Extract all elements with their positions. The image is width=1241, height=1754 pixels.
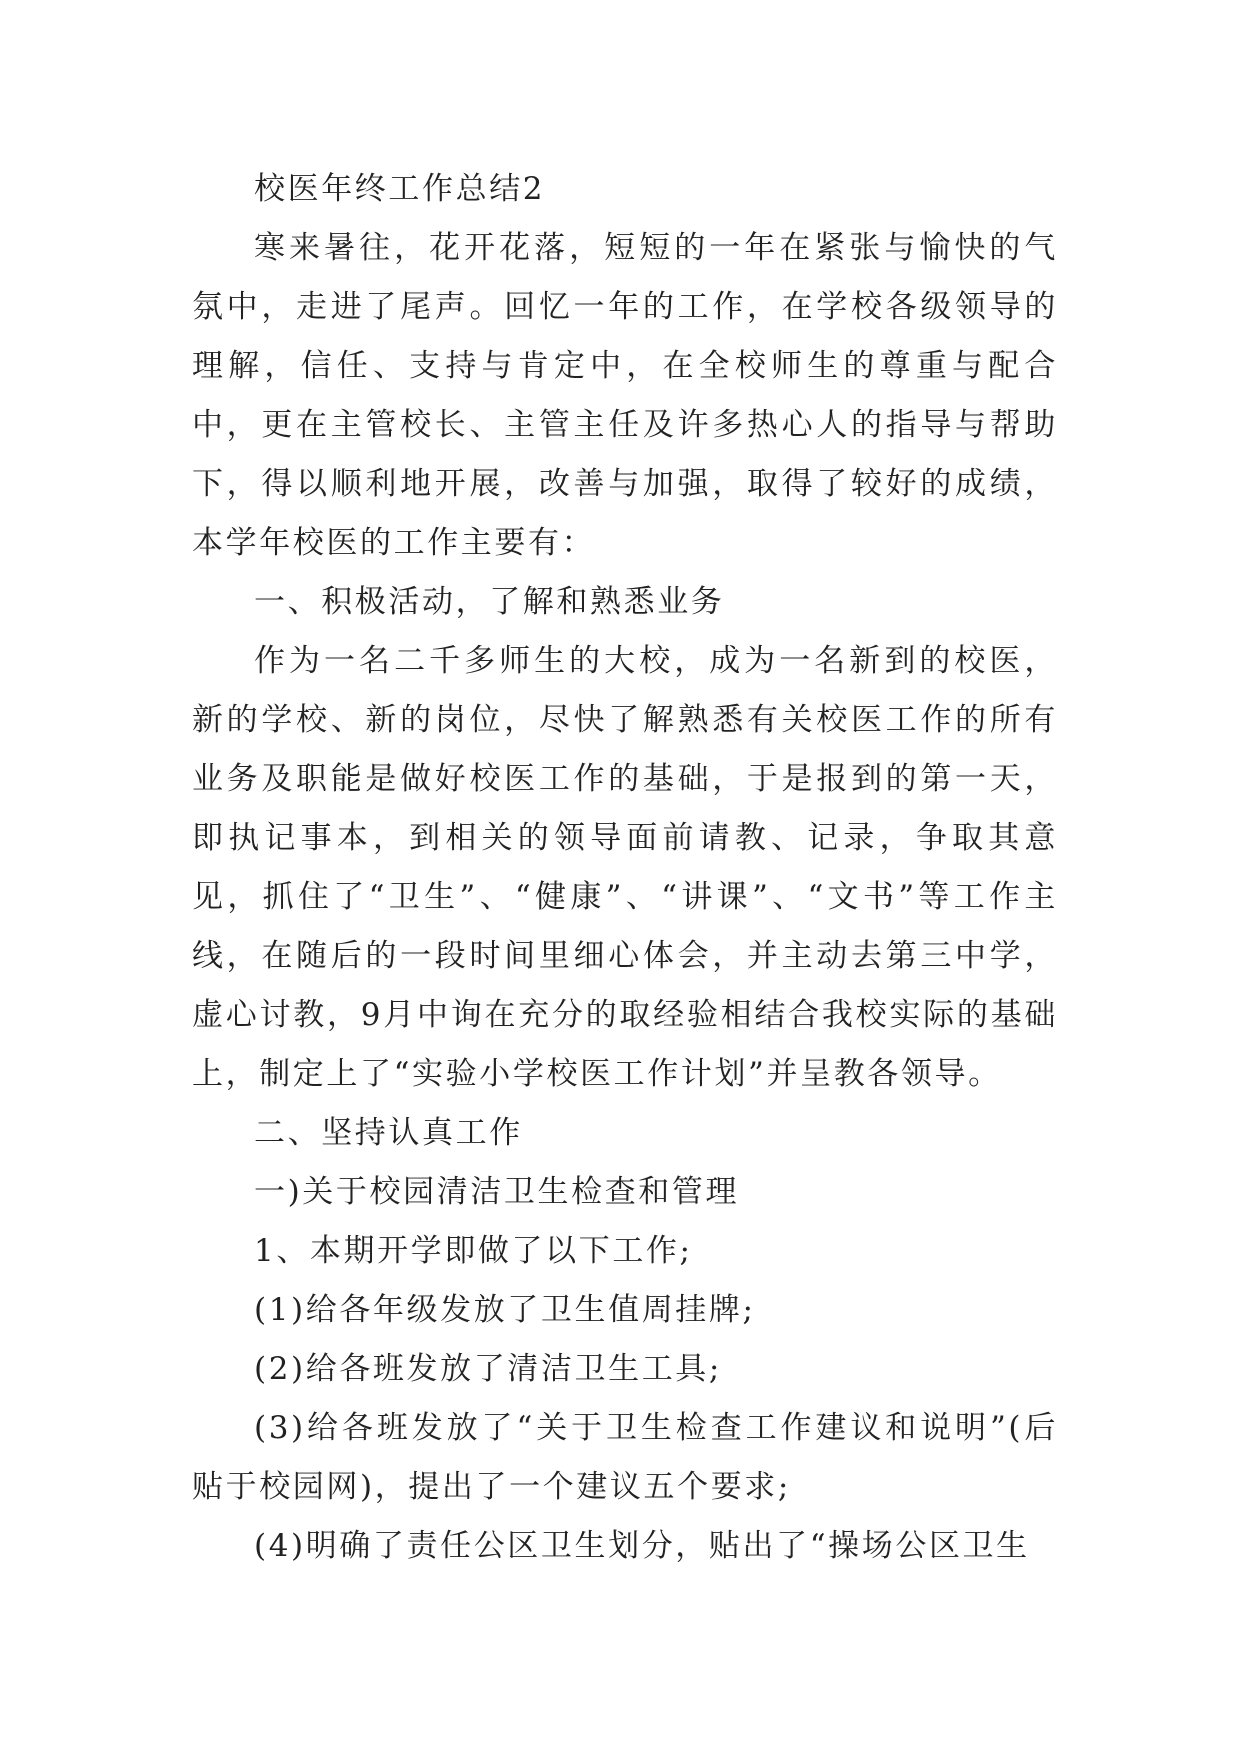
document-body [192,160,1058,1576]
section-heading-1: 一、积极活动，了解和熟悉业务 [254,584,725,620]
list-item-1: 1、本期开学即做了以下工作; [254,1233,693,1269]
list-item-1-1: (1)给各年级发放了卫生值周挂牌; [254,1292,756,1328]
paragraph-intro: 寒来暑往，花开花落，短短的一年在紧张与愉快的气氛中，走进了尾声。回忆一年的工作，在学校各级领导的理解，信任、支持与肯定中，在全校师生的尊重与配合中，更在主管校长、主管主任及许多热心人的指导与帮助下，得以顺利地开展，改善与加强，取得了较好的成绩，本学年校医的工作主要有： [192,230,1058,561]
subsection-heading-1: 一)关于校园清洁卫生检查和管理 [254,1174,740,1210]
list-item-1-2: (2)给各班发放了清洁卫生工具; [254,1351,722,1387]
section-heading-2: 二、坚持认真工作 [254,1115,523,1151]
list-item-1-4: (4)明确了责任公区卫生划分，贴出了“操场公区卫生 [254,1528,1030,1564]
paragraph-section-1: 作为一名二千多师生的大校，成为一名新到的校医，新的学校、新的岗位，尽快了解熟悉有关校医工作的所有业务及职能是做好校医工作的基础，于是报到的第一天，即执记事本，到相关的领导面前请教、记录，争取其意见，抓住了“卫生”、“健康”、“讲课”、“文书”等工作主线，在随后的一段时间里细心体会，并主动去第三中学，虚心讨教，9月中询在充分的取经验相结合我校实际的基础上，制定上了“实验小学校医工作计划”并呈教各领导。 [192,643,1058,1092]
list-item-1-3: (3)给各班发放了“关于卫生检查工作建议和说明”(后贴于校园网)，提出了一个建议五个要求; [192,1410,1058,1505]
document-title: 校医年终工作总结2 [254,171,546,207]
